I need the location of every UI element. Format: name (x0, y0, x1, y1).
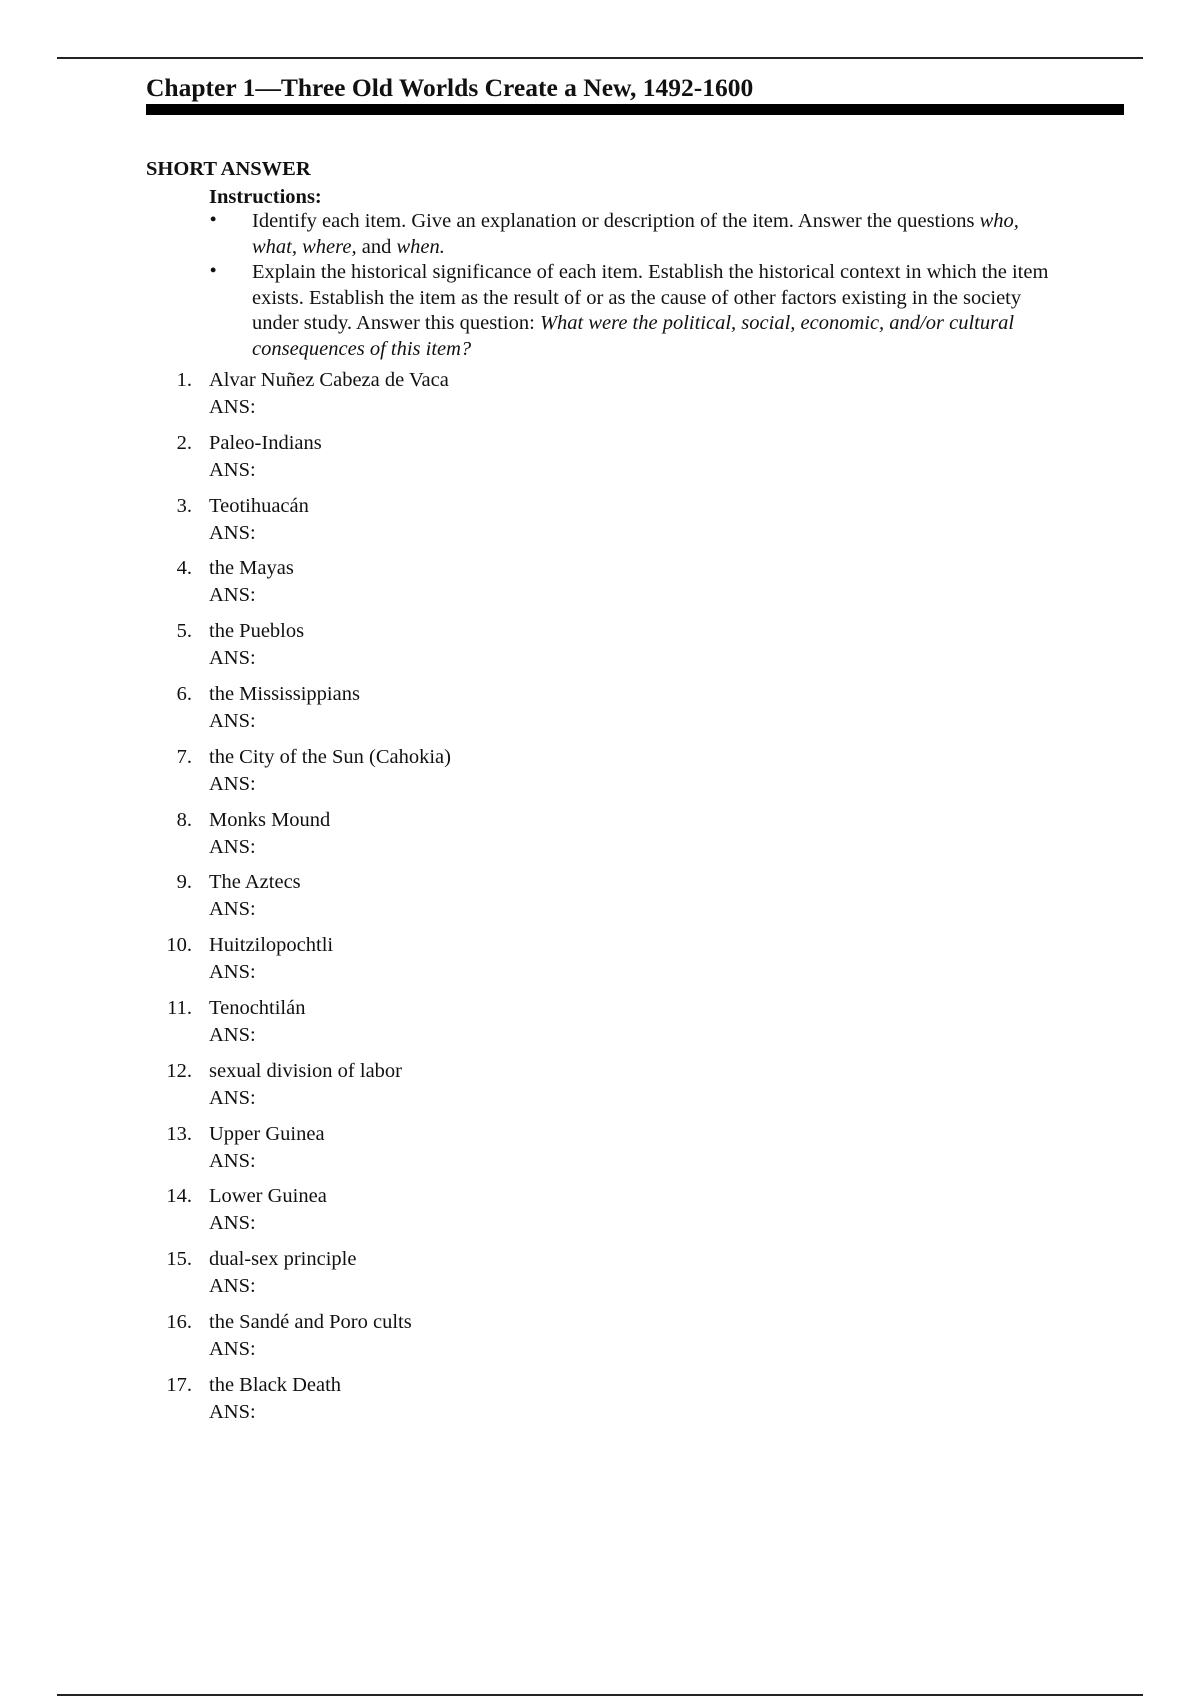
answer-label: ANS: (209, 961, 256, 984)
answer-label: ANS: (209, 1400, 256, 1423)
list-item (146, 680, 1046, 743)
item-number: 4. (176, 557, 192, 580)
instruction-italic-part: when. (396, 235, 445, 258)
item-number: 15. (166, 1248, 192, 1271)
bullet-icon: • (210, 209, 217, 229)
item-number: 14. (166, 1185, 192, 1208)
item-number: 12. (166, 1059, 192, 1082)
list-item (146, 366, 1046, 429)
list-item (146, 1371, 1046, 1434)
instruction-bullet (205, 209, 1065, 260)
list-item (146, 1120, 1046, 1183)
answer-label: ANS: (209, 1149, 256, 1172)
chapter-title: Chapter 1—Three Old Worlds Create a New, 1492-1600 (146, 73, 754, 102)
item-term: Lower Guinea (209, 1185, 327, 1208)
instruction-text-part: and (356, 235, 397, 258)
title-underline-bar (146, 104, 1124, 115)
item-term: the Mississippians (209, 682, 360, 705)
item-term: Alvar Nuñez Cabeza de Vaca (209, 369, 449, 391)
item-term: Monks Mound (209, 808, 331, 831)
instructions-label: Instructions: (209, 186, 322, 208)
instruction-italic-part: What were the political, social, economic, and/or cultural consequences of this item? (252, 312, 1015, 360)
list-item (146, 1245, 1046, 1308)
item-term: the City of the Sun (Cahokia) (209, 745, 451, 768)
list-item (146, 743, 1046, 806)
list-item (146, 617, 1046, 680)
item-number: 10. (166, 934, 192, 957)
top-rule (57, 57, 1143, 59)
instruction-text-part: Identify each item. Give an explanation or description of the item. Answer the questions (252, 210, 980, 232)
instruction-text (252, 261, 1048, 360)
answer-label: ANS: (209, 835, 256, 858)
instruction-italic-part: who, what, where, (252, 210, 1019, 258)
answer-label: ANS: (209, 709, 256, 732)
list-item (146, 429, 1046, 492)
item-number: 3. (176, 494, 192, 517)
item-term: Huitzilopochtli (209, 934, 334, 957)
answer-label: ANS: (209, 458, 256, 481)
answer-label: ANS: (209, 1337, 256, 1360)
item-number: 9. (176, 871, 192, 894)
answer-label: ANS: (209, 396, 256, 418)
item-term: Upper Guinea (209, 1122, 325, 1145)
list-item (146, 1308, 1046, 1371)
item-number: 6. (176, 682, 192, 705)
instructions-list (205, 209, 1065, 362)
item-term: Teotihuacán (209, 494, 309, 517)
answer-label: ANS: (209, 1275, 256, 1298)
list-item (146, 1057, 1046, 1120)
list-item (146, 554, 1046, 617)
bottom-rule (57, 1694, 1143, 1696)
item-term: the Pueblos (209, 620, 305, 643)
answer-label: ANS: (209, 1212, 256, 1235)
item-term: the Sandé and Poro cults (209, 1310, 412, 1333)
answer-label: ANS: (209, 772, 256, 795)
item-term: The Aztecs (209, 871, 301, 894)
list-item (146, 806, 1046, 869)
item-number: 5. (176, 620, 192, 643)
list-item (146, 1182, 1046, 1245)
instruction-bullet (205, 260, 1065, 362)
bullet-icon: • (210, 260, 217, 280)
item-term: sexual division of labor (209, 1059, 403, 1082)
short-answer-items (146, 366, 1046, 1434)
list-item (146, 868, 1046, 931)
item-term: the Mayas (209, 557, 294, 580)
instruction-text (252, 210, 1019, 258)
item-term: dual-sex principle (209, 1248, 357, 1271)
item-number: 16. (166, 1310, 192, 1333)
item-number: 11. (167, 996, 192, 1019)
instruction-text-part: Explain the historical significance of each item. Establish the historical context in which the item exists. Establish the item as the result of or as the cause of other factors existing in the society under study. Answer this question: (252, 261, 1049, 334)
answer-label: ANS: (209, 1023, 256, 1046)
item-term: Paleo-Indians (209, 431, 322, 454)
item-number: 2. (176, 431, 192, 454)
item-number: 8. (176, 808, 192, 831)
item-number: 7. (176, 745, 192, 768)
section-heading: SHORT ANSWER (146, 158, 311, 180)
answer-label: ANS: (209, 898, 256, 921)
answer-label: ANS: (209, 647, 256, 670)
answer-label: ANS: (209, 1086, 256, 1109)
item-number: 17. (166, 1373, 192, 1396)
list-item (146, 994, 1046, 1057)
item-term: the Black Death (209, 1373, 342, 1396)
list-item (146, 931, 1046, 994)
list-item (146, 492, 1046, 555)
item-term: Tenochtilán (209, 996, 306, 1019)
item-number: 1. (176, 369, 192, 391)
answer-label: ANS: (209, 521, 256, 544)
item-number: 13. (166, 1122, 192, 1145)
answer-label: ANS: (209, 584, 256, 607)
